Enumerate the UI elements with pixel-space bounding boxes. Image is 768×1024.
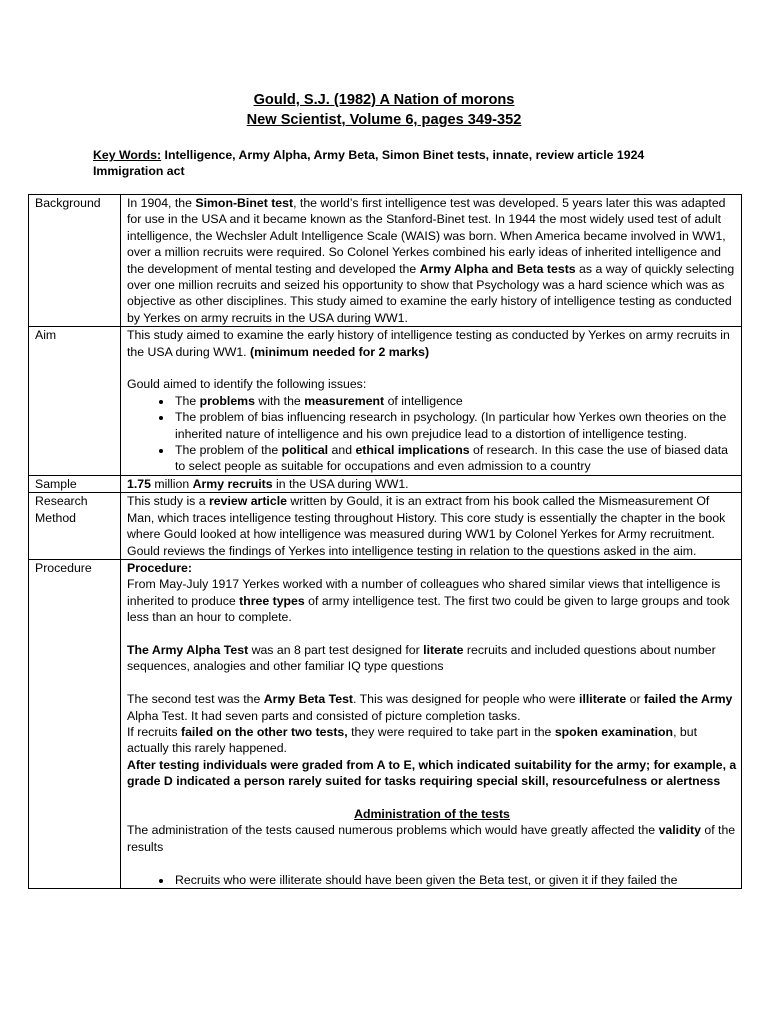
- row-content: [121, 493, 742, 560]
- administration-heading: Administration of the tests: [354, 806, 510, 821]
- row-aim: [29, 327, 742, 476]
- row-content: [121, 559, 742, 888]
- title-citation: Gould, S.J. (1982) A Nation of morons: [253, 92, 515, 108]
- key-words-text: Intelligence, Army Alpha, Army Beta, Simon Binet tests, innate, review article 1924 Immigration act: [93, 148, 645, 178]
- procedure-paragraph: From May-July 1917 Yerkes worked with a number of colleagues who shared similar views that intelligence is inherited to produce three types of army intelligence test. The first two could be given to large groups and took less than an hour to complete.: [127, 577, 730, 625]
- row-label: Background: [29, 195, 121, 327]
- spoken-exam-paragraph: If recruits failed on the other two tests, they were required to take part in the spoken examination, but actually this rarely happened.: [127, 724, 697, 756]
- sample-text: 1.75 million Army recruits in the USA during WW1.: [127, 476, 409, 491]
- row-content: [121, 327, 742, 476]
- row-content: [121, 195, 742, 327]
- aim-paragraph: This study aimed to examine the early history of intelligence testing as conducted by Yerkes on army recruits in the USA during WW1. (minimum needed for 2 marks): [127, 328, 730, 359]
- row-label: Aim: [29, 327, 121, 476]
- row-label: Research Method: [29, 493, 121, 560]
- background-paragraph: In 1904, the Simon-Binet test, the world’s first intelligence test was developed. 5 years later this was adapted for use in the USA and it became known as the Stanford-Binet test. In 1944 the most widely used test of adult intelligence, the Wechsler Adult Intelligence Scale (WAIS) was born. When America became involved in WW1, over a million recruits were required. So Colonel Yerkes combined his early ideas of inherited intelligence and the development of mental testing and developed the Army Alpha and Beta tests as a way of quickly selecting over one million recruits and seized his opportunity to show that Psychology was a hard science which was as objective as other disciplines. This study aimed to examine the early history of intelligence testing as conducted by Yerkes on army recruits in the USA during WW1.: [127, 196, 735, 325]
- document-title: [0, 90, 768, 130]
- administration-paragraph: The administration of the tests caused numerous problems which would have greatly affected the validity of the results: [127, 823, 736, 854]
- alpha-test-paragraph: The Army Alpha Test was an 8 part test designed for literate recruits and included questions about number sequences, analogies and other familiar IQ type questions: [127, 642, 716, 674]
- grading-paragraph: After testing individuals were graded from A to E, which indicated suitability for the army; for example, a grade D indicated a person rarely suited for tasks requiring special skill, resourcefulness or alertness: [127, 757, 737, 789]
- procedure-heading: Procedure:: [127, 560, 192, 575]
- list-item: • The problem of the political and ethical implications of research. In this case the use of biased data to select people as suitable for occupations and even admission to a country: [173, 442, 737, 475]
- administration-list: [127, 872, 737, 888]
- key-words-label: Key Words:: [93, 148, 162, 162]
- row-content: [121, 475, 742, 492]
- aim-issues-list: [127, 393, 737, 475]
- beta-test-paragraph: The second test was the Army Beta Test. This was designed for people who were illiterate or failed the Army Alpha Test. It had seven parts and consisted of picture completion tasks.: [127, 692, 733, 723]
- title-journal: New Scientist, Volume 6, pages 349-352: [246, 112, 522, 128]
- row-sample: [29, 475, 742, 492]
- row-procedure: [29, 559, 742, 888]
- row-label: Procedure: [29, 559, 121, 888]
- row-background: [29, 195, 742, 327]
- list-item: • Recruits who were illiterate should have been given the Beta test, or given it if they failed the: [173, 872, 737, 888]
- list-item: • The problem of bias influencing research in psychology. (In particular how Yerkes own theories on the inherited nature of intelligence and his own prejudice lead to a distortion of intelligence testing.: [173, 409, 737, 442]
- row-label: Sample: [29, 475, 121, 492]
- list-item: • The problems with the measurement of intelligence: [173, 393, 737, 409]
- row-research-method: [29, 493, 742, 560]
- summary-table: [28, 194, 742, 889]
- key-words: [93, 147, 693, 179]
- method-paragraph: This study is a review article written by Gould, it is an extract from his book called the Mismeasurement Of Man, which traces intelligence testing throughout History. This core study is essentially the chapter in the book where Gould looked at how intelligence was measured during WW1 by Colonel Yerkes for Army recruitment. Gould reviews the findings of Yerkes into intelligence testing in relation to the questions asked in the aim.: [127, 494, 726, 558]
- aim-issues-intro: Gould aimed to identify the following issues:: [127, 377, 367, 392]
